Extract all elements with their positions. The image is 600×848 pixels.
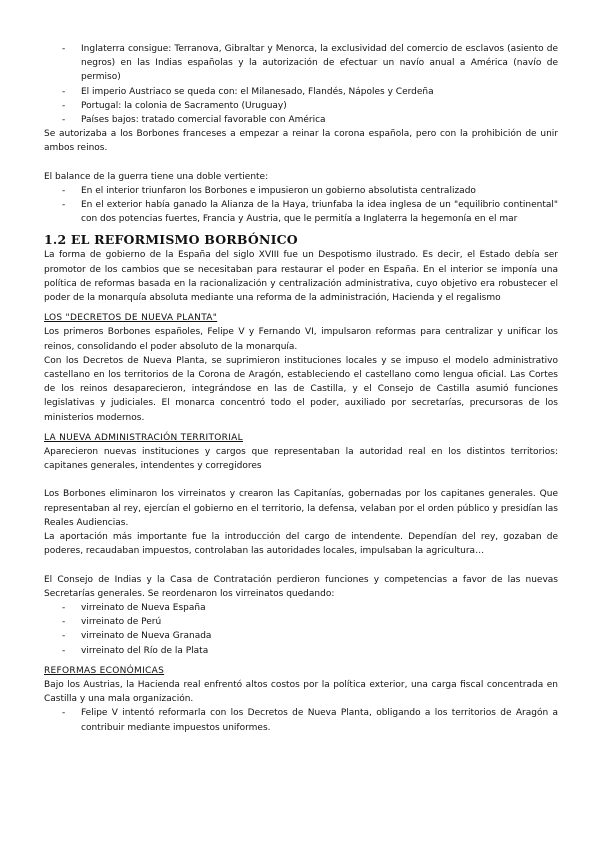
paragraph-section-intro: La forma de gobierno de la España del siglo XVIII fue un Despotismo ilustrado. Es decir, el Estado debía ser promotor de los cambios que se necesitaban para restaurar el poder en España. En el interior se imponía una política de reformas basada en la racionalización y centralización administrativa, cuyo objetivo era robustecer el poder de la monarquía absoluta mediante una reforma de la administración, Hacienda y el regalismo [44,250,558,304]
paragraph-admin-3: La aportación más importante fue la introducción del cargo de intendente. Dependían del rey, gozaban de poderes, recaudaban impuestos, controlaban las autoridades locales, impulsaban la agricultura… [44,532,558,557]
document-body [44,42,558,735]
paragraph-decretos-1: Los primeros Borbones españoles, Felipe V y Fernando VI, impulsaron reformas para centralizar y unificar los reinos, consolidando el poder absoluto de la monarquía. [44,327,558,352]
paragraph-borbones: Se autorizaba a los Borbones franceses a empezar a reinar la corona española, pero con la prohibición de unir ambos reinos. [44,129,558,154]
list-item: - En el exterior había ganado la Alianza de la Haya, triunfaba la idea inglesa de un "equilibrio continental" con dos potencias fuertes, Francia y Austria, que le permitía a Inglaterra la hegemonía en el mar [44,198,558,226]
list-item: - virreinato del Río de la Plata [44,644,558,658]
section-title: 1.2 EL REFORMISMO BORBÓNICO [44,232,298,248]
utrecht-treaty-list [44,42,558,127]
list-item: - virreinato de Perú [44,615,558,629]
paragraph-admin-1: Aparecieron nuevas instituciones y cargos que representaban la autoridad real en los distintos territorios: capitanes generales, intendentes y corregidores [44,447,558,472]
subheading-decretos: LOS "DECRETOS DE NUEVA PLANTA" [44,313,218,324]
list-item: - virreinato de Nueva España [44,601,558,615]
list-item: - Felipe V intentó reformarla con los Decretos de Nueva Planta, obligando a los territorios de Aragón a contribuir mediante impuestos uniformes. [44,706,558,734]
balance-list [44,184,558,227]
list-item: - Inglaterra consigue: Terranova, Gibraltar y Menorca, la exclusividad del comercio de esclavos (asiento de negros) en las Indias españolas y la autorización de efectuar un navío anual a América (navío de permiso) [44,42,558,85]
paragraph-balance: El balance de la guerra tiene una doble vertiente: [44,171,269,182]
reformas-list [44,706,558,734]
paragraph-decretos-2: Con los Decretos de Nueva Planta, se suprimieron instituciones locales y se impuso el modelo administrativo castellano en los territorios de la Corona de Aragón, estableciendo el castellano como lengua oficial. Las Cortes de los reinos desaparecieron, integrándose en las de Castilla, y el Consejo de Castilla asumió funciones legislativas y judiciales. El monarca concentró todo el poder, auxiliado por secretarías, precursoras de los ministerios modernos. [44,355,558,423]
list-item: - El imperio Austriaco se queda con: el Milanesado, Flandés, Nápoles y Cerdeña [44,85,558,99]
list-item: - Portugal: la colonia de Sacramento (Uruguay) [44,99,558,113]
subheading-administracion: LA NUEVA ADMINISTRACIÓN TERRITORIAL [44,432,243,443]
paragraph-admin-2: Los Borbones eliminaron los virreinatos y crearon las Capitanías, gobernadas por los capitanes generales. Que representaban al rey, ejercían el gobierno en el territorio, la defensa, velaban por el orden público y presidían las Reales Audiencias. [44,489,558,528]
subheading-reformas: REFORMAS ECONÓMICAS [44,665,165,676]
list-item: - En el interior triunfaron los Borbones e impusieron un gobierno absolutista centralizado [44,184,558,198]
list-item: - Países bajos: tratado comercial favorable con América [44,113,558,127]
paragraph-admin-4: El Consejo de Indias y la Casa de Contratación perdieron funciones y competencias a favor de las nuevas Secretarías generales. Se reordenaron los virreinatos quedando: [44,574,558,599]
virreinatos-list [44,601,558,658]
paragraph-reformas: Bajo los Austrias, la Hacienda real enfrentó altos costos por la política exterior, una carga fiscal concentrada en Castilla y una mala organización. [44,679,558,705]
list-item: - virreinato de Nueva Granada [44,629,558,643]
